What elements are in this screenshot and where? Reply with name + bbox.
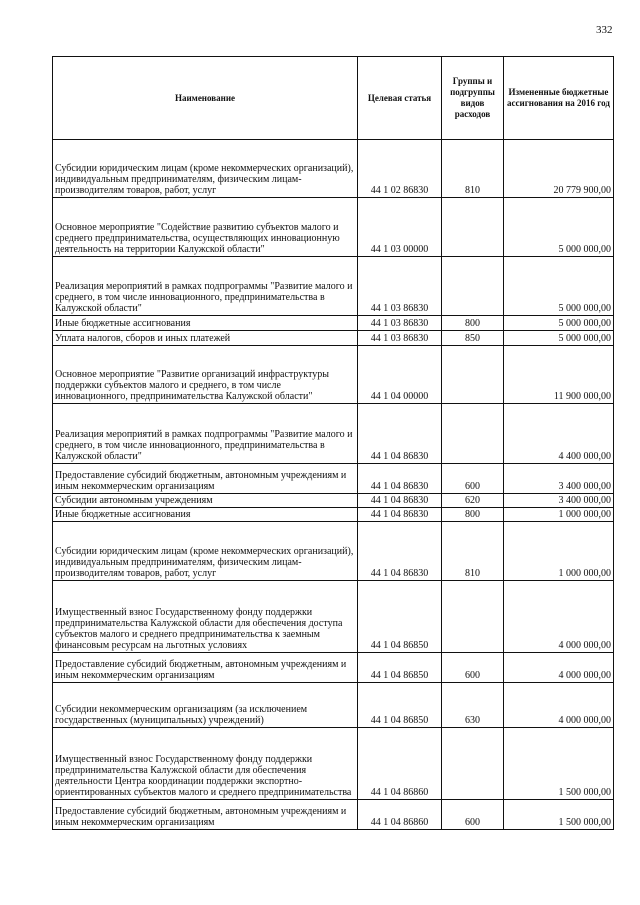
row-group: 620 (442, 494, 504, 508)
row-group (442, 198, 504, 257)
row-group: 630 (442, 683, 504, 728)
row-name: Имущественный взнос Государственному фонду поддержки предпринимательства Калужской области для обеспечения деятельности Центра координации поддержки экспортно-ориентированных субъектов малого и среднего предпринимательства (53, 728, 358, 800)
row-name: Субсидии автономным учреждениям (53, 494, 358, 508)
row-amount: 3 400 000,00 (504, 464, 614, 494)
table-row (53, 581, 614, 653)
table-row (53, 316, 614, 331)
row-code: 44 1 03 86830 (358, 257, 442, 316)
row-amount: 5 000 000,00 (504, 198, 614, 257)
row-code: 44 1 04 86860 (358, 800, 442, 830)
row-name: Имущественный взнос Государственному фонду поддержки предпринимательства Калужской области для обеспечения доступа субъектов малого и среднего предпринимательства к заемным финансовым ресурсам на льготных условиях (53, 581, 358, 653)
row-name: Реализация мероприятий в рамках подпрограммы "Развитие малого и среднего, в том числе инновационного, предпринимательства в Калужской области" (53, 257, 358, 316)
table-row (53, 653, 614, 683)
row-code: 44 1 04 86830 (358, 508, 442, 522)
row-name: Субсидии юридическим лицам (кроме некоммерческих организаций), индивидуальным предпринимателям, физическим лицам-производителям товаров, работ, услуг (53, 140, 358, 198)
row-group: 850 (442, 331, 504, 346)
row-code: 44 1 04 86830 (358, 404, 442, 464)
row-group (442, 581, 504, 653)
row-name: Реализация мероприятий в рамках подпрограммы "Развитие малого и среднего, в том числе инновационного, предпринимательства в Калужской области" (53, 404, 358, 464)
row-code: 44 1 04 86850 (358, 683, 442, 728)
row-code: 44 1 04 86850 (358, 581, 442, 653)
row-amount: 4 400 000,00 (504, 404, 614, 464)
row-name: Субсидии некоммерческим организациям (за исключением государственных (муниципальных) учреждений) (53, 683, 358, 728)
row-amount: 5 000 000,00 (504, 331, 614, 346)
row-name: Предоставление субсидий бюджетным, автономным учреждениям и иным некоммерческим организациям (53, 653, 358, 683)
table-row (53, 198, 614, 257)
row-amount: 20 779 900,00 (504, 140, 614, 198)
table-body (53, 140, 614, 830)
table-row (53, 140, 614, 198)
row-code: 44 1 03 86830 (358, 316, 442, 331)
row-name: Предоставление субсидий бюджетным, автономным учреждениям и иным некоммерческим организациям (53, 800, 358, 830)
table-row (53, 522, 614, 581)
header-group: Группы и подгруппы видов расходов (442, 57, 504, 140)
table-row (53, 683, 614, 728)
row-amount: 11 900 000,00 (504, 346, 614, 404)
row-amount: 5 000 000,00 (504, 316, 614, 331)
row-amount: 4 000 000,00 (504, 581, 614, 653)
table-row (53, 728, 614, 800)
row-group: 600 (442, 800, 504, 830)
table-row (53, 508, 614, 522)
header-target: Целевая статья (358, 57, 442, 140)
row-amount: 5 000 000,00 (504, 257, 614, 316)
row-amount: 1 000 000,00 (504, 508, 614, 522)
table-row (53, 257, 614, 316)
row-amount: 4 000 000,00 (504, 683, 614, 728)
row-group: 810 (442, 522, 504, 581)
row-name: Основное мероприятие "Развитие организаций инфраструктуры поддержки субъектов малого и среднего, в том числе инновационного, предпринимательства Калужской области" (53, 346, 358, 404)
budget-table (52, 56, 614, 830)
row-amount: 1 500 000,00 (504, 728, 614, 800)
row-amount: 1 000 000,00 (504, 522, 614, 581)
row-group: 810 (442, 140, 504, 198)
row-code: 44 1 03 86830 (358, 331, 442, 346)
page-number: 332 (596, 24, 613, 36)
row-group (442, 346, 504, 404)
row-group: 800 (442, 316, 504, 331)
table-row (53, 331, 614, 346)
row-amount: 3 400 000,00 (504, 494, 614, 508)
row-code: 44 1 02 86830 (358, 140, 442, 198)
header-amount: Измененные бюджетные ассигнования на 2016 год (504, 57, 614, 140)
table-row (53, 404, 614, 464)
row-code: 44 1 04 86830 (358, 464, 442, 494)
table-row (53, 346, 614, 404)
row-name: Иные бюджетные ассигнования (53, 316, 358, 331)
row-group (442, 404, 504, 464)
row-code: 44 1 04 00000 (358, 346, 442, 404)
row-code: 44 1 04 86850 (358, 653, 442, 683)
row-group: 600 (442, 653, 504, 683)
header-name: Наименование (53, 57, 358, 140)
row-code: 44 1 04 86830 (358, 522, 442, 581)
row-code: 44 1 03 00000 (358, 198, 442, 257)
row-group (442, 257, 504, 316)
row-group (442, 728, 504, 800)
row-name: Основное мероприятие "Содействие развитию субъектов малого и среднего предпринимательства, осуществляющих инновационную деятельность на территории Калужской области" (53, 198, 358, 257)
row-amount: 4 000 000,00 (504, 653, 614, 683)
row-name: Уплата налогов, сборов и иных платежей (53, 331, 358, 346)
table-row (53, 800, 614, 830)
row-name: Предоставление субсидий бюджетным, автономным учреждениям и иным некоммерческим организациям (53, 464, 358, 494)
row-amount: 1 500 000,00 (504, 800, 614, 830)
table-header-row (53, 57, 614, 140)
row-code: 44 1 04 86830 (358, 494, 442, 508)
table-row (53, 494, 614, 508)
row-group: 800 (442, 508, 504, 522)
row-code: 44 1 04 86860 (358, 728, 442, 800)
row-group: 600 (442, 464, 504, 494)
row-name: Субсидии юридическим лицам (кроме некоммерческих организаций), индивидуальным предпринимателям, физическим лицам-производителям товаров, работ, услуг (53, 522, 358, 581)
row-name: Иные бюджетные ассигнования (53, 508, 358, 522)
table-row (53, 464, 614, 494)
